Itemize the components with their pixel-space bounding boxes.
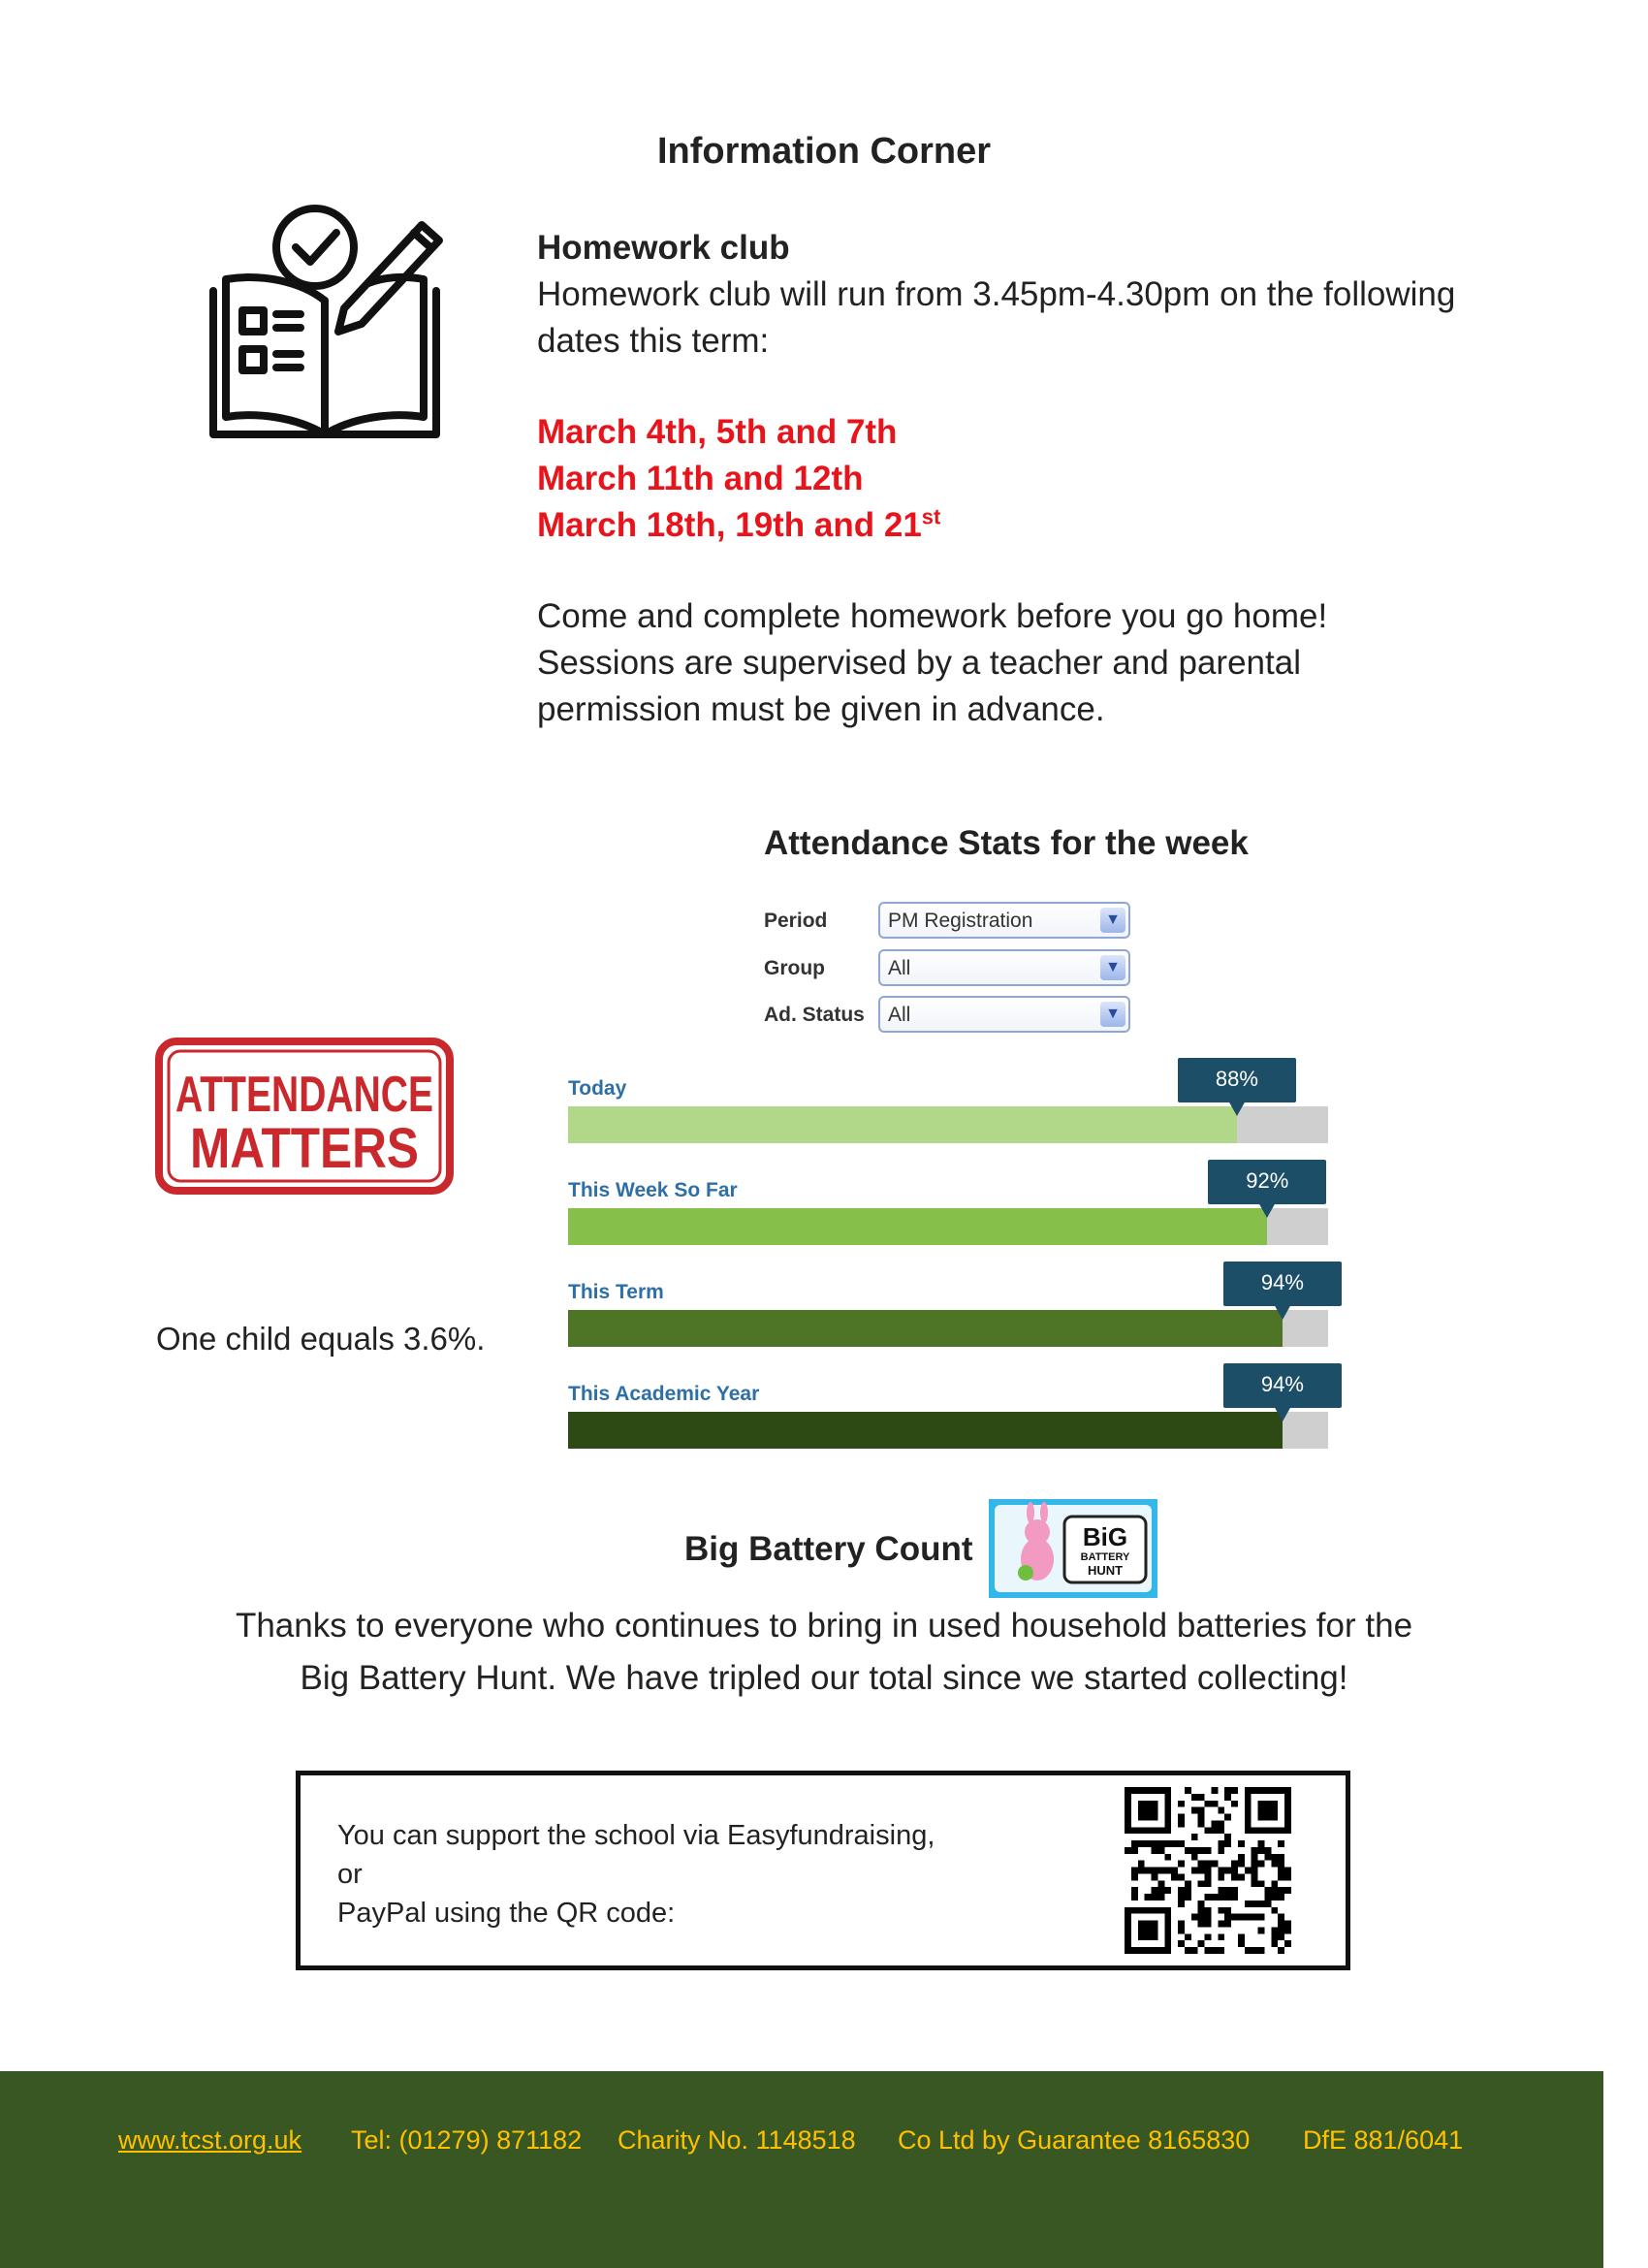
period-select[interactable] [878,902,1130,939]
footer-tel: Tel: (01279) 871182 [351,2125,583,2155]
bar-track [568,1412,1328,1449]
homework-date-1: March 4th, 5th and 7th [537,413,898,451]
bar-label: This Week So Far [568,1179,738,1201]
date-suffix: st [921,504,941,529]
chevron-down-icon: ▼ [1100,955,1125,980]
chevron-down-icon: ▼ [1100,908,1125,933]
battery-text [0,1600,1648,1705]
stamp-line-2: MATTERS [190,1117,419,1180]
status-value: All [888,1004,911,1026]
bar-fill [568,1310,1283,1347]
battery-title: Big Battery Count [684,1530,973,1568]
fundraising-box [296,1771,1350,1970]
bar-track [568,1106,1328,1143]
group-value: All [888,957,911,979]
bar-value-tooltip: 94% [1223,1262,1342,1306]
qr-code-icon[interactable] [1125,1787,1291,1954]
bar-value-tooltip: 94% [1223,1363,1342,1408]
homework-section [537,225,1468,733]
homework-heading: Homework club [537,229,790,267]
footer-charity: Charity No. 1148518 [618,2125,856,2155]
group-select[interactable] [878,949,1130,986]
homework-date-2: March 11th and 12th [537,460,864,497]
logo-word-2: BATTERY [1080,1551,1130,1563]
stamp-line-1: ATTENDANCE [175,1067,433,1123]
footer-dfe: DfE 881/6041 [1303,2125,1464,2155]
battery-paragraph: Thanks to everyone who continues to bring in used household batteries for the Big Battery Hunt. We have tripled our total since we started collecting! [235,1607,1413,1697]
bar-label: This Term [568,1281,664,1303]
homework-intro: Homework club will run from 3.45pm-4.30pm on the following dates this term: [537,275,1456,360]
bar-value-tooltip: 92% [1208,1160,1326,1204]
open-book-checklist-icon [199,204,451,456]
bar-fill [568,1208,1267,1245]
fundraising-line-2: or [337,1859,363,1890]
footer-company: Co Ltd by Guarantee 8165830 [898,2125,1251,2155]
bar-label: This Academic Year [568,1383,760,1405]
status-label: Ad. Status [764,1004,865,1026]
chevron-down-icon: ▼ [1100,1002,1125,1027]
website-link[interactable]: www.tcst.org.uk [118,2125,302,2155]
fundraising-line-3: PayPal using the QR code: [337,1898,676,1929]
homework-date-3: March 18th, 19th and 21 [537,506,922,544]
attendance-matters-stamp [153,1036,456,1197]
bar-value-tooltip: 88% [1178,1058,1296,1102]
logo-word-1: BiG [1082,1522,1128,1551]
group-label: Group [764,957,825,979]
bar-label: Today [568,1077,627,1100]
homework-note: Come and complete homework before you go home! Sessions are supervised by a teacher and parental permission must be given in advance. [537,597,1328,728]
bar-track [568,1208,1328,1245]
status-select[interactable] [878,996,1130,1033]
period-label: Period [764,910,828,932]
period-value: PM Registration [888,910,1033,932]
footer-bar [0,2071,1603,2268]
bar-fill [568,1412,1283,1449]
child-percentage-note: One child equals 3.6%. [156,1321,486,1357]
fundraising-text [337,1816,935,1933]
bar-fill [568,1106,1237,1143]
big-battery-hunt-logo [989,1499,1157,1598]
logo-word-3: HUNT [1087,1563,1124,1578]
bar-track [568,1310,1328,1347]
page-title: Information Corner [656,131,992,172]
fundraising-line-1: You can support the school via Easyfundraising, [337,1820,935,1851]
attendance-title: Attendance Stats for the week [764,824,1249,862]
